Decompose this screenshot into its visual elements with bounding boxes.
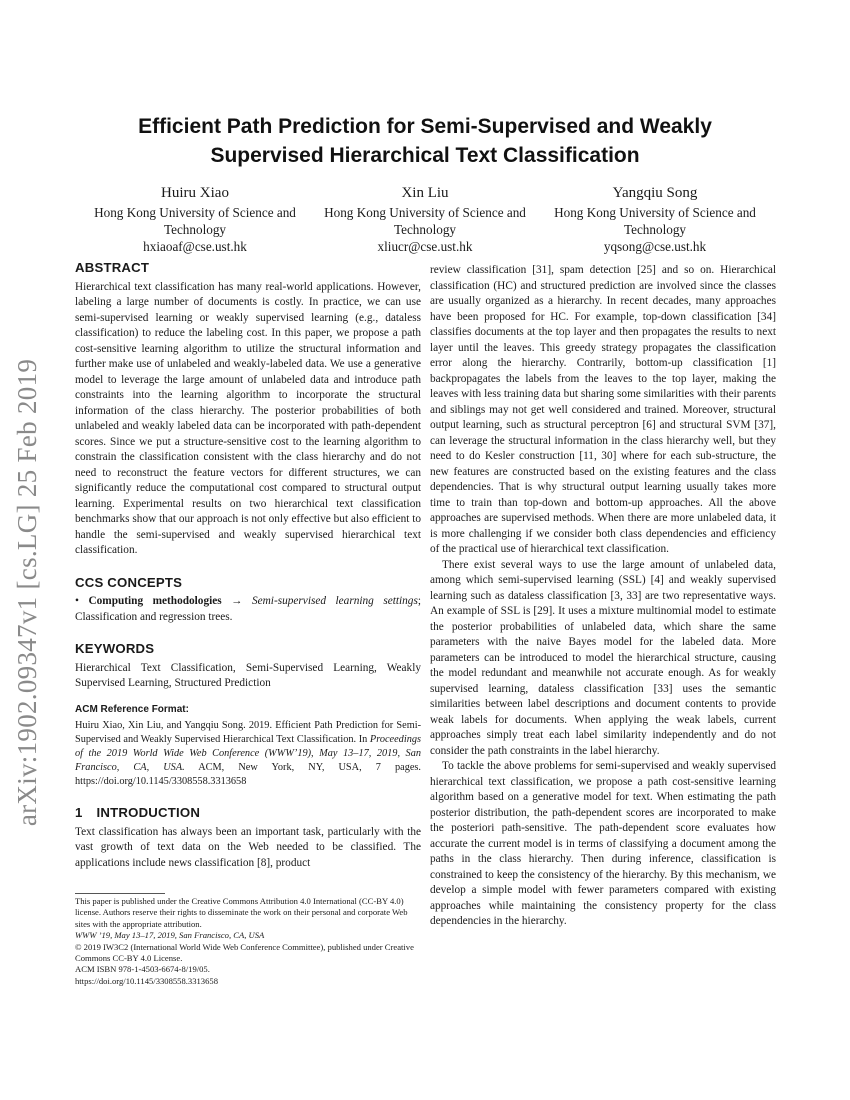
author-email: xliucr@cse.ust.hk [377, 239, 473, 254]
author-2 [310, 182, 540, 255]
footnote-rule [75, 893, 165, 894]
author-name: Yangqiu Song [612, 185, 698, 201]
introduction-heading [75, 805, 421, 821]
intro-paragraph-3: To tackle the above problems for semi-supervised and weakly supervised hierarchical text classification, we propose a path cost-sensitive learning algorithm based on a generative model for text. When estimating the path posterior distribution, the path-dependent scores are incorporated to make the posteriori path-sensitive. The path-dependent score evaluates how accurate the current model is in terms of classifying a document among the paths in the class hierarchy. Then during inference, classification is constrained to keep the consistency of the hierarchy. By this mechanism, we develop a simple model with fewer parameters compared with existing approaches while maintaining the consistency property for the class dependencies in the hierarchy. [430, 760, 776, 927]
paper-title: Efficient Path Prediction for Semi-Supervised and Weakly Supervised Hierarchical Text Classification [138, 115, 712, 167]
introduction-section [75, 805, 421, 871]
author-name: Huiru Xiao [161, 185, 229, 201]
author-affiliation: Hong Kong University of Science and Technology [324, 205, 526, 237]
footnote-license: This paper is published under the Creative Commons Attribution 4.0 International (CC-BY 4.0) license. Authors reserve their rights to disseminate the work on their personal and corporate Web sites with the appropriate attribution. [75, 896, 408, 929]
ccs-heading: CCS CONCEPTS [75, 574, 183, 590]
author-block [80, 182, 770, 255]
author-1 [80, 182, 310, 255]
acm-ref-venue: Proceedings of the 2019 World Wide Web Conference (WWW’19), May 13–17, 2019, San Francisco, CA, USA. [75, 734, 421, 773]
ccs-rest: ; Classification and regression trees. [75, 595, 421, 623]
right-column [430, 263, 776, 930]
keywords-text: Hierarchical Text Classification, Semi-Supervised Learning, Weakly Supervised Learning, Structured Prediction [75, 661, 421, 689]
ccs-top-concept: Computing methodologies [88, 595, 222, 607]
bullet: • [75, 595, 79, 607]
intro-paragraph-2: There exist several ways to use the large amount of unlabeled data, among which semi-supervised learning (SSL) [4] and weakly supervised learning such as dataless classification [3, 33] are two representative ways. An example of SSL is [29]. It uses a mixture multinomial model to estimate the posterior probabilities of unlabeled data, which share the same parameters with the naive Bayes model for the labeled data. More parameters can be introduced to model the hierarchical structure, causing the model redundant and meanwhile not accurate enough. As for weakly supervised learning, dataless classification [33] uses the semantic similarities between label descriptions and document contents to provide weak labels for documents. When applying the weak labels, current approaches simply treat each label similarity independently and do not consider the path constraints in the label hierarchy. [430, 558, 776, 757]
footnote-doi: https://doi.org/10.1145/3308558.3313658 [75, 975, 218, 986]
acm-ref-part2: ACM, New York, NY, USA, 7 pages. https://doi.org/10.1145/3308558.3313658 [75, 762, 421, 787]
abstract-heading: ABSTRACT [75, 260, 150, 275]
footnote-venue-text: WWW ’19, May 13–17, 2019, San Francisco, CA, USA [75, 930, 265, 941]
keywords-heading: KEYWORDS [75, 641, 155, 656]
section-number: 1 [75, 805, 83, 820]
author-affiliation: Hong Kong University of Science and Technology [94, 205, 296, 237]
author-3 [540, 182, 770, 255]
keywords-section [75, 641, 421, 692]
arrow-glyph: → [231, 595, 243, 607]
author-email: hxiaoaf@cse.ust.hk [143, 239, 247, 254]
footnote-isbn: ACM ISBN 978-1-4503-6674-8/19/05. [75, 964, 210, 975]
introduction-text-left: Text classification has always been an important task, particularly with the vast growth of text data on the Web needed to be classified. The applications include news classification [8], product [75, 825, 421, 869]
author-email: yqsong@cse.ust.hk [603, 239, 707, 254]
ccs-section [75, 575, 421, 626]
copyright-footnote [75, 896, 421, 987]
author-affiliation: Hong Kong University of Science and Technology [554, 205, 756, 237]
footnote-copyright: © 2019 IW3C2 (International World Wide Web Conference Committee), published under Creative Commons CC-BY 4.0 License. [75, 941, 414, 964]
footnote-venue [75, 930, 421, 941]
acm-reference [75, 702, 421, 790]
left-column [75, 260, 421, 871]
ccs-subconcept: Semi-supervised learning settings [251, 595, 418, 607]
abstract-section [75, 260, 421, 559]
intro-paragraph-1-continued: review classification [31], spam detection [25] and so on. Hierarchical classification (HC) and structured prediction are involved since the classes are usually organized as a hierarchy. In recent decades, many approaches have been proposed for HC. For example, top-down classification [34] classifies documents at the top layer and then propagates the results to next layer until the leaves. This greedy strategy propagates the classification error along the hierarchy. Contrarily, bottom-up classification [1] backpropagates the labels from the leaves to the top layer, making the leaves with less training data but sharing some similarities with their parents and siblings may not get well considered and trained. Moreover, structural output learning, such as structural perceptron [6] and structural SVM [37], can leverage the structural information in the class hierarchy well, but they need to do Kesler construction [11, 30] where for each sub-structure, the new features are constructed based on the existing features and the class dependencies. That is why structural output learning usually takes more time to train than top-down and bottom-up approaches. All the above approaches are supervised methods. When there are more unlabeled data, it is more challenging if we consider both class dependencies and efficiency of the practical use of hierarchical text classification. [430, 264, 776, 555]
ccs-concept [75, 594, 421, 625]
acm-ref-part1: Huiru Xiao, Xin Liu, and Yangqiu Song. 2019. Efficient Path Prediction for Semi-Supervised and Weakly Supervised Hierarchical Text Classification. In [75, 720, 421, 745]
section-title: INTRODUCTION [96, 805, 201, 820]
abstract-text: Hierarchical text classification has many real-world applications. However, labeling a large number of documents is costly. In practice, we can use semi-supervised learning or weakly supervised learning (e.g., dataless classification) to reduce the labeling cost. In this paper, we propose a path cost-sensitive learning algorithm to utilize the structural information and further make use of unlabeled and weakly-labeled data. We use a generative model to leverage the large amount of unlabeled data and introduce path constraints into the learning algorithm to incorporate the structural information of the class hierarchy. The posterior probabilities of both unlabeled and weakly labeled data can be incorporated with path-dependent scores. Since we put a structure-sensitive cost to the learning algorithm to constrain the classification consistent with the class hierarchy and do not need to reconstruct the feature vectors for different structures, we can significantly reduce the computational cost compared to structural output learning. Experimental results on two hierarchical text classification benchmarks show that our approach is not only effective but also efficient to handle the semi-supervised and weakly supervised hierarchical text classification. [75, 280, 421, 556]
arxiv-side-stamp [0, 292, 56, 892]
author-name: Xin Liu [401, 185, 449, 201]
acm-reference-text [75, 719, 421, 789]
arxiv-identifier: arXiv:1902.09347v1 [cs.LG] 25 Feb 2019 [12, 358, 43, 826]
acm-reference-heading: ACM Reference Format: [75, 703, 189, 715]
